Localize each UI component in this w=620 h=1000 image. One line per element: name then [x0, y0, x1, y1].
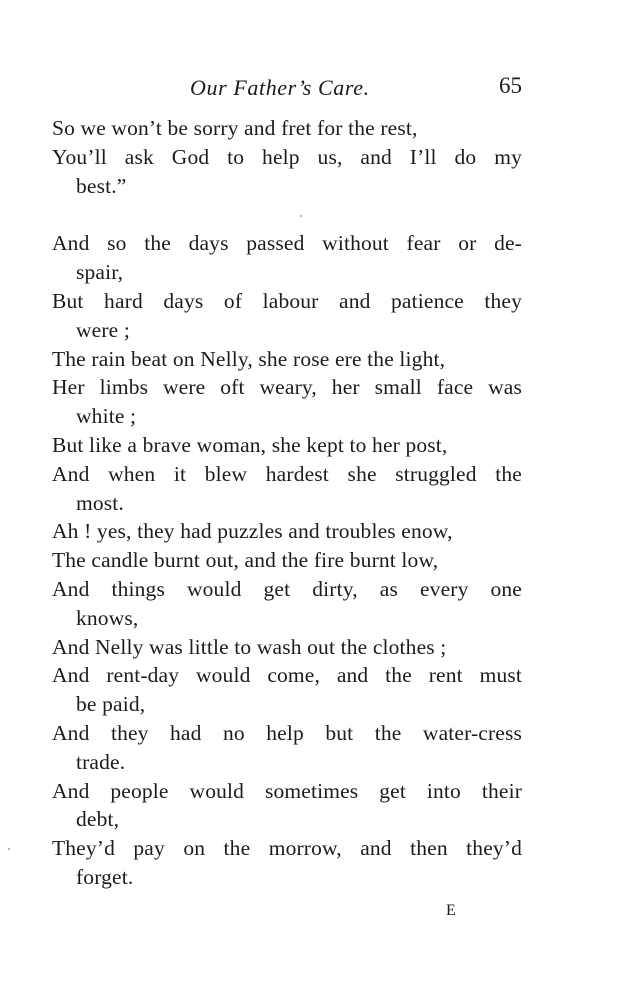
- signature-mark: E: [446, 902, 457, 919]
- poem-line-continuation: debt,: [76, 807, 120, 832]
- print-speck: [8, 848, 10, 850]
- stanza-break: [52, 200, 532, 229]
- poem-line-continuation: forget.: [76, 864, 134, 889]
- poem-line-continuation: white ;: [76, 404, 137, 429]
- running-header: [0, 73, 620, 107]
- poem-line-continuation: be paid,: [76, 692, 146, 717]
- poem-line: And things would get dirty, as every one: [52, 576, 522, 601]
- poem-line-continuation: most.: [76, 490, 124, 515]
- poem-line: And so the days passed without fear or de-: [52, 231, 522, 256]
- running-title: Our Father’s Care.: [190, 75, 370, 100]
- poem-line-continuation: were ;: [76, 317, 131, 342]
- poem-line: And Nelly was little to wash out the clothes ;: [52, 634, 447, 659]
- poem-line-continuation: knows,: [76, 605, 139, 630]
- poem-line-continuation: best.”: [76, 173, 127, 198]
- poem-line: But like a brave woman, she kept to her post,: [52, 432, 448, 457]
- poem-line: They’d pay on the morrow, and then they’d: [52, 836, 522, 861]
- poem-line: You’ll ask God to help us, and I’ll do my: [52, 144, 522, 169]
- poem-line: The candle burnt out, and the fire burnt low,: [52, 548, 439, 573]
- poem-line-continuation: spair,: [76, 260, 124, 285]
- poem-line: Her limbs were oft weary, her small face was: [52, 375, 522, 400]
- page-number: 65: [499, 73, 522, 98]
- poem-line: And rent-day would come, and the rent must: [52, 663, 522, 688]
- poem-line: And people would sometimes get into their: [52, 778, 522, 803]
- poem-line-continuation: trade.: [76, 749, 126, 774]
- poem-line: The rain beat on Nelly, she rose ere the light,: [52, 346, 446, 371]
- poem-line: So we won’t be sorry and fret for the rest,: [52, 116, 418, 140]
- poem-line: But hard days of labour and patience they: [52, 288, 522, 313]
- poem-line: And they had no help but the water-cress: [52, 720, 522, 745]
- poem-body: [52, 114, 532, 892]
- poem-line: And when it blew hardest she struggled the: [52, 461, 522, 486]
- print-speck: [300, 215, 302, 217]
- poem-line: Ah ! yes, they had puzzles and troubles enow,: [52, 519, 453, 544]
